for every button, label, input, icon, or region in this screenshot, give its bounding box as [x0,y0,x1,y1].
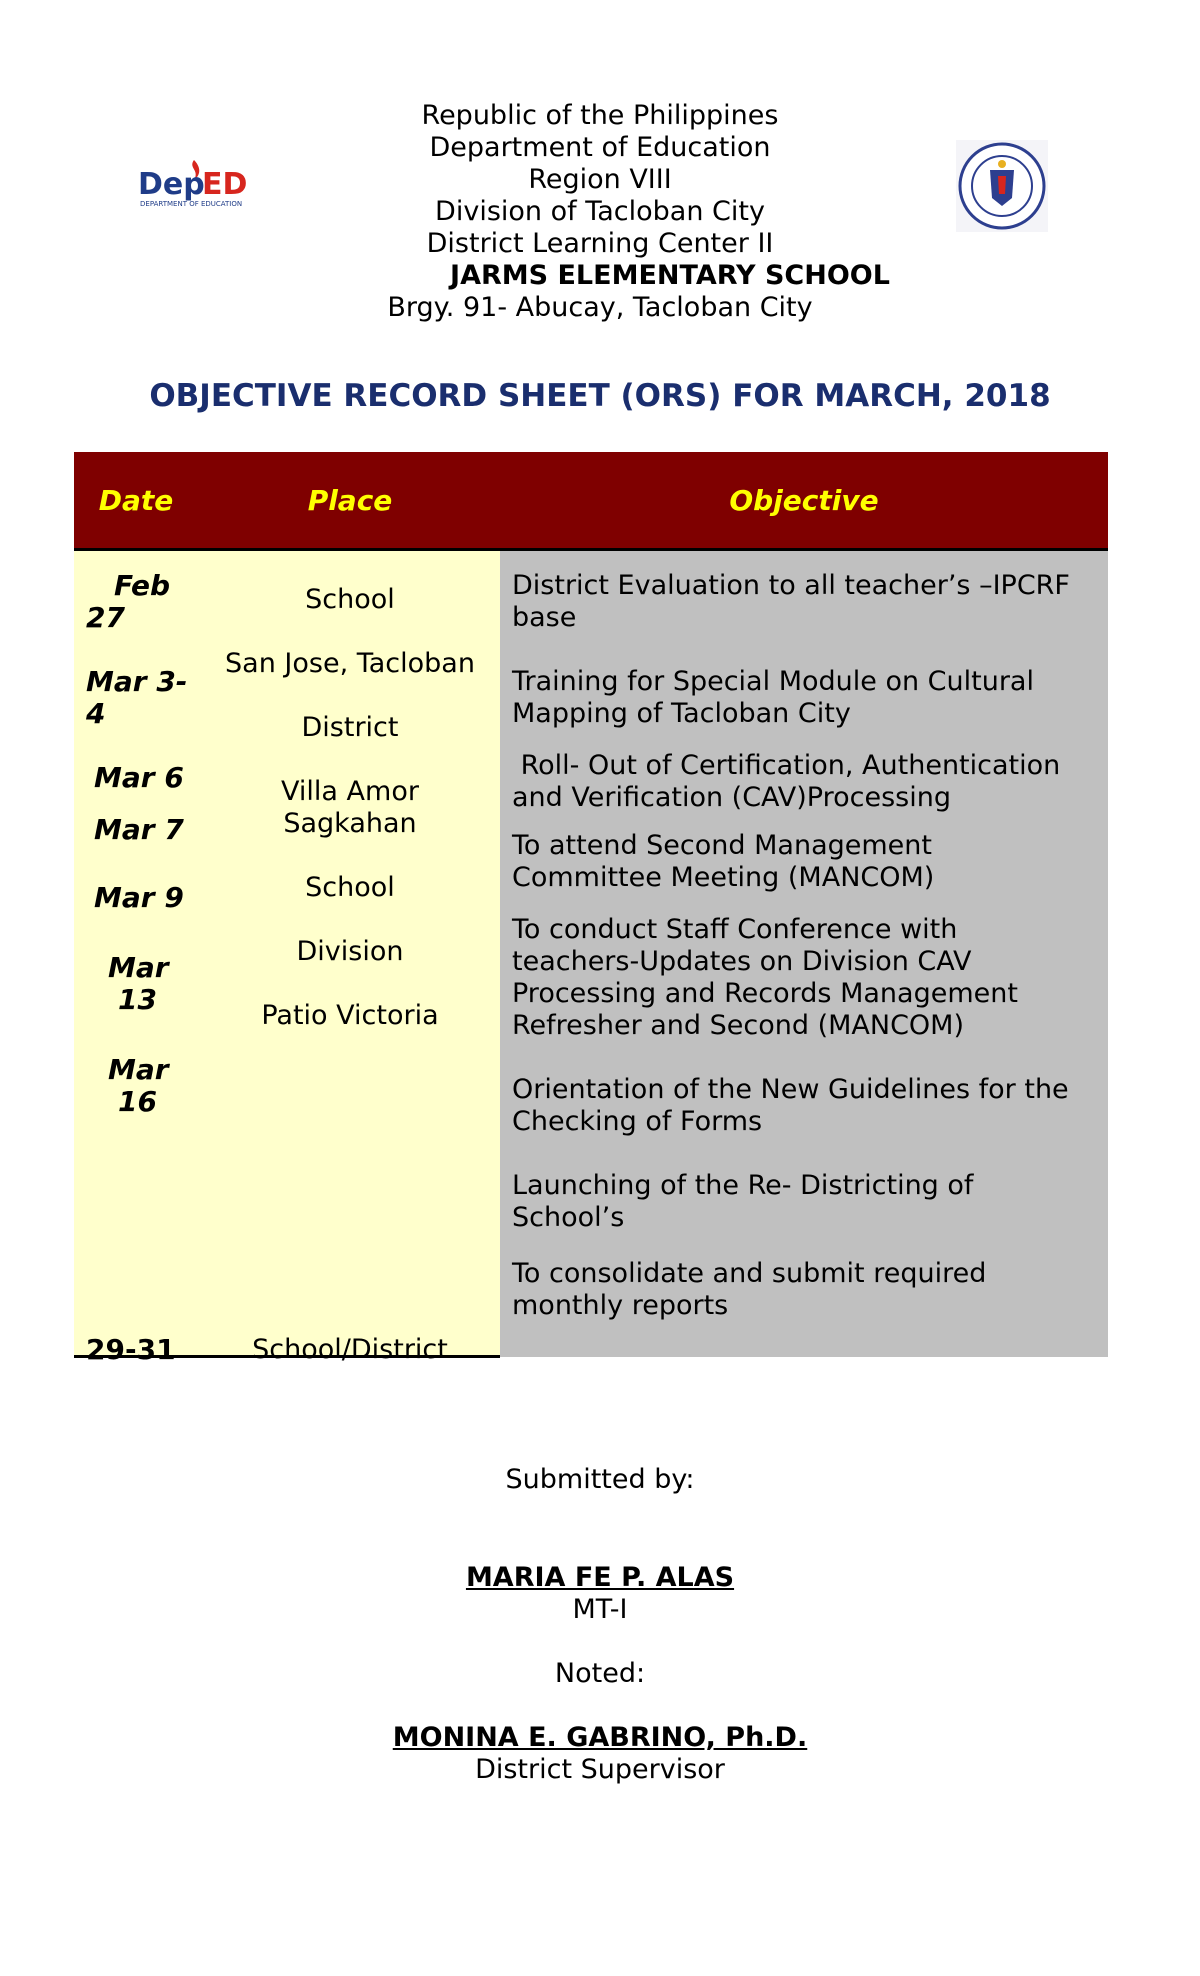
header-region: Region VIII [528,164,672,195]
objective-cell: Processing and Records Management [512,978,1018,1009]
objective-cell: Launching of the Re- Districting of [512,1170,974,1201]
date-cell: Mar 9 [94,881,184,914]
column-header-objective: Objective [729,484,879,517]
column-header-place: Place [307,484,393,517]
place-cell: San Jose, Tacloban [225,648,475,679]
table-header [74,452,1108,551]
objective-cell: Committee Meeting (MANCOM) [512,862,935,893]
header-school-name: JARMS ELEMENTARY SCHOOL [450,260,890,291]
date-cell: 13 [118,983,157,1016]
header-division: Division of Tacloban City [435,196,765,227]
place-cell: Patio Victoria [261,1000,439,1031]
objective-cell: Roll- Out of Certification, Authentication [512,750,1061,781]
submitted-by-name [0,1562,1200,1594]
objective-cell: monthly reports [512,1290,729,1321]
objective-cell: Refresher and Second (MANCOM) [512,1010,965,1041]
header-address: Brgy. 91- Abucay, Tacloban City [387,292,813,323]
svg-text:Dep: Dep [138,167,205,202]
objective-cell: Checking of Forms [512,1106,763,1137]
place-cell: Division [296,936,404,967]
date-cell: Mar 7 [94,813,184,846]
date-cell: 29-31 [86,1333,176,1366]
place-cell: School/District [252,1334,448,1365]
date-cell: 16 [118,1085,157,1118]
place-cell: School [305,584,395,615]
noted-by-position: District Supervisor [475,1754,725,1785]
submitted-by-name-text: MARIA FE P. ALAS [465,1562,735,1593]
place-cell: School [305,872,395,903]
objective-cell: District Evaluation to all teacher’s –IPCRF [512,570,1070,601]
objective-cell: teachers-Updates on Division CAV [512,946,972,977]
svg-text:DEPARTMENT OF EDUCATION: DEPARTMENT OF EDUCATION [140,200,243,208]
date-cell: Feb [114,569,170,602]
objective-cell: To consolidate and submit required [512,1258,987,1289]
place-cell: Sagkahan [283,808,417,839]
header-republic: Republic of the Philippines [421,100,779,131]
submitted-by-position: MT-I [572,1594,628,1625]
date-cell: Mar [108,1053,169,1086]
submitted-by-label: Submitted by: [505,1464,695,1495]
column-header-date: Date [98,484,174,517]
objective-cell: Training for Special Module on Cultural [512,666,1034,697]
objective-cell: base [512,602,577,633]
noted-by-name [0,1722,1200,1754]
objective-cell: To attend Second Management [512,830,932,861]
date-cell: Mar [108,951,169,984]
date-cell: Mar 3- [86,665,188,698]
objective-cell: and Verification (CAV)Processing [512,782,951,813]
document-title: OBJECTIVE RECORD SHEET (ORS) FOR MARCH, 2018 [149,378,1051,414]
objective-cell: Orientation of the New Guidelines for the [512,1074,1069,1105]
header-district: District Learning Center II [426,228,774,259]
date-cell: Mar 6 [94,761,184,794]
place-cell: District [301,712,399,743]
objective-cell: School’s [512,1202,625,1233]
place-cell: Villa Amor [281,776,419,807]
objective-cell: Mapping of Tacloban City [512,698,851,729]
objective-cell: To conduct Staff Conference with [512,914,958,945]
header-department: Department of Education [429,132,771,163]
noted-by-name-text: MONINA E. GABRINO, Ph.D. [392,1722,808,1753]
noted-label: Noted: [554,1658,646,1689]
date-cell: 27 [86,601,125,634]
date-cell: 4 [86,697,106,730]
svg-text:ED: ED [202,167,248,202]
